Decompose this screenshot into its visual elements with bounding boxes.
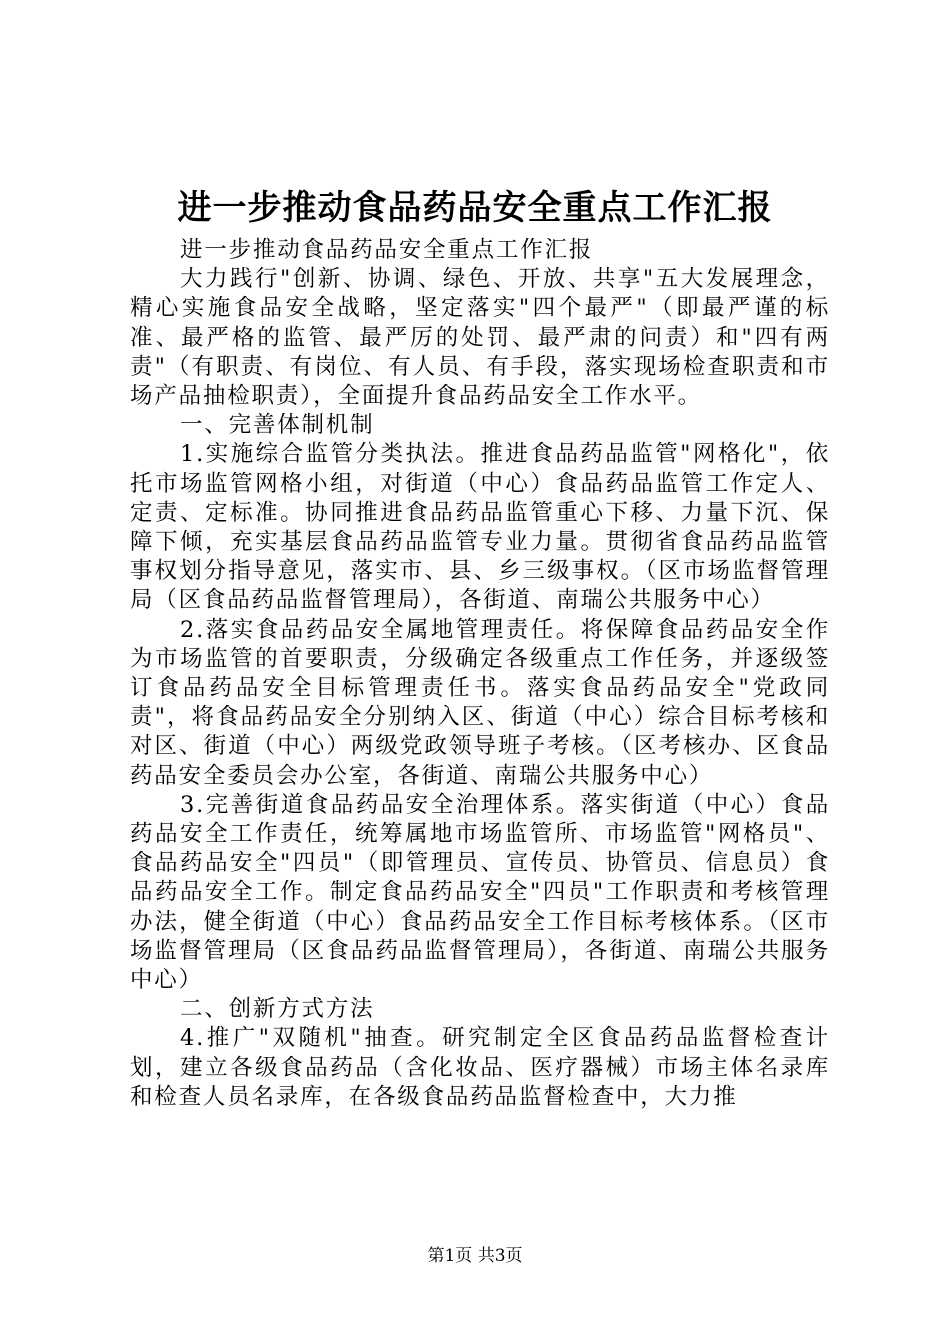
paragraph-item-1: 1.实施综合监管分类执法。推进食品药品监管"网格化"，依托市场监管网格小组，对街道（中心）食品药品监管工作定人、定责、定标准。协同推进食品药品监管重心下移、力量下沉、保障下倾，充实基层食品药品监管专业力量。贯彻省食品药品监管事权划分指导意见，落实市、县、乡三级事权。（区市场监督管理局（区食品药品监督管理局），各街道、南瑞公共服务中心） [130,441,830,614]
paragraph-item-2: 2.落实食品药品安全属地管理责任。将保障食品药品安全作为市场监管的首要职责，分级确定各级重点工作任务，并逐级签订食品药品安全目标管理责任书。落实食品药品安全"党政同责"，将食品药品安全分别纳入区、街道（中心）综合目标考核和对区、街道（中心）两级党政领导班子考核。（区考核办、区食品药品安全委员会办公室，各街道、南瑞公共服务中心） [130,616,830,789]
document-title: 进一步推动食品药品安全重点工作汇报 [177,188,773,228]
page-footer: 第1页 共3页 [427,1246,523,1266]
paragraph-item-4: 4.推广"双随机"抽查。研究制定全区食品药品监督检查计划，建立各级食品药品（含化妆品、医疗器械）市场主体名录库和检查人员名录库，在各级食品药品监督检查中，大力推 [130,1025,830,1110]
section-heading-1: 一、完善体制机制 [180,412,375,439]
paragraph-intro: 大力践行"创新、协调、绿色、开放、共享"五大发展理念，精心实施食品安全战略，坚定落实"四个最严"（即最严谨的标准、最严格的监管、最严厉的处罚、最严肃的问责）和"四有两责"（有职责、有岗位、有人员、有手段，落实现场检查职责和市场产品抽检职责），全面提升食品药品安全工作水平。 [130,266,830,410]
paragraph-item-3: 3.完善街道食品药品安全治理体系。落实街道（中心）食品药品安全工作责任，统筹属地市场监管所、市场监管"网格员"、食品药品安全"四员"（即管理员、宣传员、协管员、信息员）食品药品安全工作。制定食品药品安全"四员"工作职责和考核管理办法，健全街道（中心）食品药品安全工作目标考核体系。（区市场监督管理局（区食品药品监督管理局），各街道、南瑞公共服务中心） [130,791,830,994]
document-body [130,236,830,1112]
paragraph-subtitle: 进一步推动食品药品安全重点工作汇报 [180,237,594,263]
section-heading-2: 二、创新方式方法 [180,996,375,1023]
